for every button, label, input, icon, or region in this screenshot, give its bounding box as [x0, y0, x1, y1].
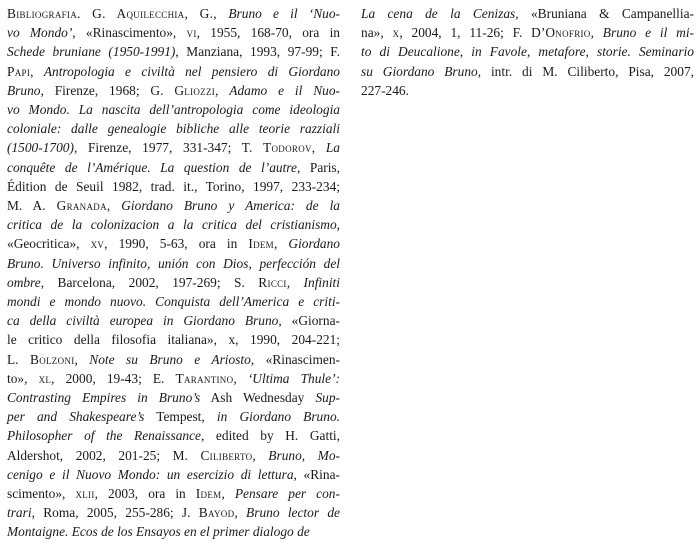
italic-segment: trari [7, 505, 32, 521]
italic-segment: Bruno. Universo infinito, unión con Dios, perfección del [7, 255, 340, 271]
italic-segment: La [325, 140, 340, 156]
italic-segment: in Giordano Bruno. [216, 409, 340, 425]
small-caps-segment: xl [38, 370, 52, 386]
small-caps-segment: Todorov [263, 140, 312, 156]
small-caps-segment: xlii [75, 486, 95, 502]
bibliography-line [7, 465, 340, 484]
italic-segment: Pensare per con- [234, 486, 340, 502]
italic-segment: Bruno lector de [246, 505, 340, 521]
small-caps-segment: Bayod [198, 505, 235, 521]
bibliography-line [7, 273, 340, 292]
small-caps-segment: Bolzoni [29, 351, 75, 367]
text-segment: scimento», [7, 486, 76, 502]
italic-segment: su Giordano Bruno [361, 63, 478, 79]
bibliography-line [361, 23, 694, 42]
text-segment: , [106, 198, 122, 214]
bibliography-line [7, 426, 340, 445]
small-caps-segment: Idem [248, 236, 274, 252]
text-segment: , [252, 447, 269, 463]
bibliography-line [7, 311, 340, 330]
text-segment: «Geocritica», [7, 236, 91, 252]
text-segment: , [221, 486, 235, 502]
bibliography-line [7, 330, 340, 349]
italic-segment: Giordano Bruno y America: de la [121, 198, 341, 214]
bibliography-line [361, 62, 694, 81]
text-segment: 227-246. [361, 82, 409, 98]
italic-segment: Antropologia e civiltà nel pensiero di Giordano [43, 63, 341, 79]
text-segment: M. A. [7, 198, 57, 214]
text-segment: , «Giorna- [278, 313, 340, 329]
bibliography-right-column [361, 4, 694, 100]
text-segment: , «Rinascimento», [72, 25, 187, 41]
italic-segment: Sup- [315, 390, 340, 406]
bibliography-line [361, 81, 694, 100]
italic-segment: mondi e mondo nuovo. Conquista dell’America e criti- [7, 294, 340, 310]
text-segment: Tempest, [144, 409, 217, 425]
italic-segment: Bruno e il mi- [602, 25, 694, 41]
small-caps-segment: Onofrio [545, 25, 591, 41]
text-segment: Édition de Seuil 1982, trad. it., Torino, 1997, 233-234; [7, 178, 340, 194]
italic-segment: coloniale: dalle genealogie bibliche alle teorie razziali [7, 121, 340, 137]
italic-segment: Bruno [7, 82, 41, 98]
italic-segment: ombre [7, 274, 41, 290]
small-caps-segment: vi [186, 25, 197, 41]
bibliography-line [7, 23, 340, 42]
italic-segment: Contrasting Empires in Bruno’s [7, 390, 201, 406]
text-segment: , Manziana, 1993, 97-99; F. [175, 44, 340, 60]
text-segment: , Paris, [296, 159, 340, 175]
bibliography-line [7, 446, 340, 465]
bibliography-line [7, 369, 340, 388]
italic-segment: La cena de la Cenizas [361, 6, 516, 21]
text-segment: , [233, 370, 248, 386]
bibliography-line [7, 138, 340, 157]
bibliography-line [7, 4, 340, 23]
italic-segment: Giordano [288, 236, 340, 252]
italic-segment: vo Mondo’ [7, 25, 73, 41]
text-segment: , 1990, 5-63, ora in [104, 236, 249, 252]
text-segment: to», [7, 370, 39, 386]
italic-segment: ‘Ultima Thule’: [247, 370, 341, 386]
bibliography-line [361, 42, 694, 61]
text-segment: , [590, 25, 603, 41]
text-segment: , Roma, 2005, 255-286; J. [31, 505, 199, 521]
text-segment: , «Rinascimen- [250, 351, 341, 367]
text-segment: , Barcelona, 2002, 197-269; S. [40, 274, 259, 290]
small-caps-segment: xv [90, 236, 105, 252]
text-segment: , [274, 236, 289, 252]
italic-segment: critica de la colonizacion a la critica del cristianismo, [7, 217, 340, 233]
italic-segment: to di Deucalione, in Favole, metafore, storie. Seminario [361, 44, 694, 60]
bibliography-line [7, 503, 340, 522]
italic-segment: ca della civiltà europea in Giordano Bruno [7, 313, 279, 329]
bibliography-line [7, 484, 340, 503]
italic-segment: Infiniti [303, 274, 340, 290]
small-caps-segment: Granada [56, 198, 107, 214]
italic-segment: Bruno, Mo- [268, 447, 340, 463]
text-segment: , [30, 63, 44, 79]
italic-segment: conquête de l’Amérique. La question de l’autre [7, 159, 297, 175]
text-segment: , intr. di M. Ciliberto, Pisa, 2007, [477, 63, 694, 79]
bibliography-line [7, 119, 340, 138]
bibliography-line [7, 215, 340, 234]
italic-segment: Note su Bruno e Ariosto [89, 351, 251, 367]
bibliography-line [7, 62, 340, 81]
small-caps-segment: Ciliberto [200, 447, 253, 463]
text-segment: , 2000, 19-43; E. [51, 370, 176, 386]
text-segment: , [215, 82, 230, 98]
italic-segment: Philosopher of the Renaissance [7, 428, 201, 444]
text-segment: L. [7, 351, 30, 367]
small-caps-segment: x [392, 25, 400, 41]
italic-segment: Montaigne. Ecos de los Ensayos en el primer dialogo de [7, 524, 310, 540]
text-segment: , 2003, ora in [94, 486, 196, 502]
bibliography-left-column [7, 4, 340, 542]
bibliography-line [7, 254, 340, 273]
text-segment: , [74, 351, 90, 367]
bibliography-line [7, 158, 340, 177]
text-segment: , Firenze, 1977, 331-347; T. [73, 140, 264, 156]
bibliography-line [7, 350, 340, 369]
italic-segment: cenigo e il Nuovo Mondo: un esercizio di lettura [7, 466, 294, 482]
italic-segment: Adamo e il Nuo- [229, 82, 340, 98]
text-segment: , [286, 274, 304, 290]
text-segment: , [311, 140, 326, 156]
italic-segment: Schede bruniane (1950-1991) [7, 44, 176, 60]
text-segment: , «Rina- [293, 466, 340, 482]
bibliography-line [7, 42, 340, 61]
small-caps-segment: Tarantino [175, 370, 234, 386]
italic-segment: Bruno e il ‘Nuo- [228, 6, 340, 21]
bibliography-line [7, 100, 340, 119]
bibliography-line [361, 4, 694, 23]
bibliography-line [7, 292, 340, 311]
bibliography-line [7, 196, 340, 215]
text-segment: le critico della filosofia italiana», x, 1990, 204-221; [7, 332, 340, 348]
bibliography-line [7, 407, 340, 426]
small-caps-segment: Papi [7, 63, 31, 79]
bibliography-line [7, 234, 340, 253]
text-segment: Aldershot, 2002, 201-25; M. [7, 447, 201, 463]
bibliography-line [7, 81, 340, 100]
text-segment: , Firenze, 1968; G. [40, 82, 175, 98]
text-segment: na», [361, 25, 393, 41]
bibliography-line [7, 177, 340, 196]
text-segment: , «Bruniana & Campanellia- [515, 6, 694, 21]
small-caps-segment: Gliozzi [174, 82, 216, 98]
text-segment: , 2004, 1, 11-26; F. D’ [399, 25, 546, 41]
small-caps-segment: Ricci [258, 274, 287, 290]
italic-segment: per and Shakespeare’s [7, 409, 145, 425]
text-segment: Ash Wednesday [200, 390, 316, 406]
small-caps-segment: Bibliografia. G. Aquilecchia, G., [7, 6, 229, 21]
text-segment: , 1955, 168-70, ora in [196, 25, 340, 41]
text-segment: , [234, 505, 247, 521]
bibliography-line [7, 522, 340, 541]
text-segment: , edited by H. Gatti, [200, 428, 340, 444]
italic-segment: (1500-1700) [7, 140, 74, 156]
bibliography-line [7, 388, 340, 407]
italic-segment: vo Mondo. La nascita dell’antropologia come ideologia [7, 102, 340, 118]
small-caps-segment: Idem [195, 486, 222, 502]
